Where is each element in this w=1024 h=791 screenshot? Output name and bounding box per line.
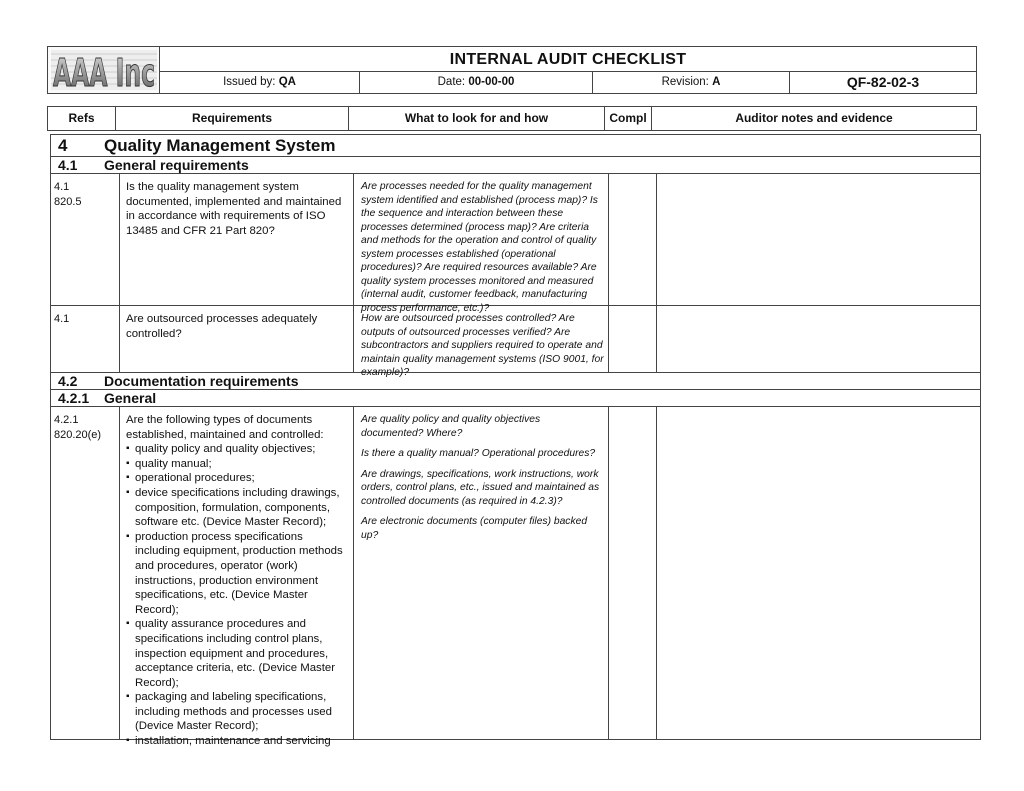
col-what-to-look-for: What to look for and how <box>349 107 605 130</box>
row-what-to-look-for: Are quality policy and quality objectives documented? Where? Is there a quality manual? Operational procedures? Are drawings, specifications, work instructions, work orders, control plans, etc., issued and maintained as controlled documents (as required in 4.2.3)? Are electronic documents (computer files) backed up? <box>354 407 609 739</box>
row-requirement: Are outsourced processes adequately controlled? <box>120 306 354 372</box>
list-item: ▪ installation, maintenance and servicing <box>126 734 349 749</box>
auditor-notes-cell[interactable] <box>657 306 980 372</box>
section-heading-4-2: 4.2 Documentation requirements <box>51 373 980 390</box>
col-auditor-notes: Auditor notes and evidence <box>735 111 893 125</box>
col-requirements: Requirements <box>116 107 349 130</box>
auditor-notes-cell[interactable] <box>657 174 980 305</box>
compliance-cell[interactable] <box>609 407 657 739</box>
section-heading-4-1: 4.1 General requirements <box>51 157 980 174</box>
document-type-list <box>126 442 349 748</box>
list-item: ▪ quality manual; <box>126 457 349 472</box>
row-refs: 4.1 <box>51 306 120 372</box>
list-item: ▪ production process specifications including equipment, production methods and procedures, operator (work) instructions, production environment specifications, etc. (Device Master Record); <box>126 530 349 618</box>
issue-date: Date: 00-00-00 <box>360 72 593 93</box>
row-refs: 4.1 820.5 <box>51 174 120 305</box>
auditor-notes-cell[interactable] <box>657 407 980 739</box>
list-item: ▪ operational procedures; <box>126 471 349 486</box>
table-row <box>51 174 980 314</box>
checklist-table <box>50 134 981 748</box>
document-title: INTERNAL AUDIT CHECKLIST <box>160 47 976 72</box>
list-item: ▪ quality policy and quality objectives; <box>126 442 349 457</box>
logo-graphic <box>51 50 157 95</box>
compliance-cell[interactable] <box>609 174 657 305</box>
column-header-row <box>47 106 977 131</box>
row-what-to-look-for: How are outsourced processes controlled? Are outputs of outsourced processes verified? Are subcontractors and suppliers required to operate and maintain quality management systems (ISO 9001, for example)? <box>354 306 609 372</box>
table-row <box>51 306 980 378</box>
list-item: ▪ device specifications including drawings, composition, formulation, components, software etc. (Device Master Record); <box>126 486 349 530</box>
section-heading-4: 4 Quality Management System <box>51 135 980 157</box>
list-item: ▪ packaging and labeling specifications, including methods and processes used (Device Master Record); <box>126 690 349 734</box>
row-what-to-look-for: Are processes needed for the quality management system identified and established (process map)? Is the sequence and interaction between these processes determined (process map)? Are criteria and methods for the operation and control of quality system processes established (operational procedures)? Are required resources available? Are quality system processes monitored and measured (internal audit, customer feedback, manufacturing process performance, etc.)? <box>354 174 609 305</box>
document-header <box>47 46 977 94</box>
compliance-cell[interactable] <box>609 306 657 372</box>
issued-by: Issued by: QA <box>160 72 360 93</box>
logo-text: AAA Inc <box>53 51 155 95</box>
header-meta-row <box>160 72 976 93</box>
section-heading-4-2-1: 4.2.1 General <box>51 390 980 407</box>
col-refs: Refs <box>48 107 116 130</box>
form-code: QF-82-02-3 <box>846 74 920 90</box>
col-compl: Compl <box>605 107 652 130</box>
table-row <box>51 407 980 748</box>
row-requirement: Is the quality management system documented, implemented and maintained in accordance with requirements of ISO 13485 and CFR 21 Part 820? <box>120 174 354 305</box>
revision: Revision: A <box>593 72 790 93</box>
company-logo <box>48 47 160 93</box>
row-requirement: Are the following types of documents established, maintained and controlled: ▪ quality policy and quality objectives; ▪ quality manual; ▪ operational procedures; ▪ device specifications including drawings, composition, formulation, components, software etc. (Device Master Record); ▪ production process specifications including equipment, production methods and procedures, operator (work) instructions, production environment specifications, etc. (Device Master Record); ▪ quality assurance procedures and specifications including control plans, inspection equipment and procedures, acceptance criteria, etc. (Device Master Record); ▪ packaging and labeling specifications, including methods and processes used (Device Master Record); ▪ installation, maintenance and servicing <box>120 407 354 739</box>
list-item: ▪ quality assurance procedures and specifications including control plans, inspection equipment and procedures, acceptance criteria, etc. (Device Master Record); <box>126 617 349 690</box>
row-refs: 4.2.1 820.20(e) <box>51 407 120 739</box>
